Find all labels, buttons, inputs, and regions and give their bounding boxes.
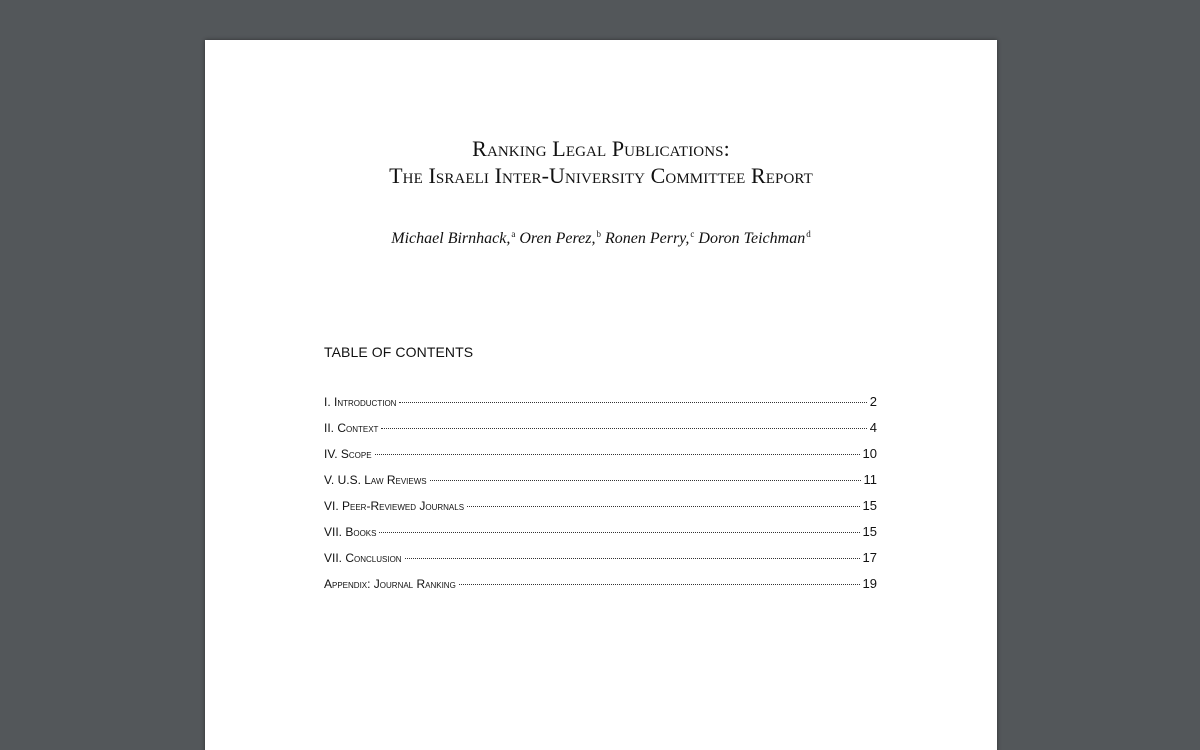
toc-entry-scope[interactable] <box>324 446 877 472</box>
toc-entry-label: VII. Conclusion <box>324 551 402 565</box>
toc-entry-label: VII. Books <box>324 525 377 539</box>
toc-leader-dots <box>399 402 866 403</box>
toc-entry-page: 2 <box>869 394 877 409</box>
toc-entry-context[interactable] <box>324 420 877 446</box>
toc-entry-peer-reviewed-journals[interactable] <box>324 498 877 524</box>
toc-entry-label: VI. Peer-Reviewed Journals <box>324 499 465 513</box>
toc-entry-page: 19 <box>862 576 877 591</box>
toc-leader-dots <box>467 506 860 507</box>
toc-leader-dots <box>405 558 860 559</box>
toc-entry-label: IV. Scope <box>324 447 372 461</box>
toc-leader-dots <box>375 454 860 455</box>
toc-entry-page: 10 <box>862 446 877 461</box>
author-footnote-mark[interactable]: d <box>806 229 811 239</box>
author-footnote-mark[interactable]: c <box>690 229 695 239</box>
table-of-contents <box>324 394 877 602</box>
author-name: Michael Birnhack, <box>391 230 511 247</box>
toc-leader-dots <box>459 584 860 585</box>
toc-heading: TABLE OF CONTENTS <box>324 344 474 360</box>
toc-entry-page: 11 <box>863 472 877 487</box>
author-name: Oren Perez, <box>519 230 596 247</box>
title-line-1: Ranking Legal Publications: <box>472 136 730 161</box>
author-name: Ronen Perry, <box>604 230 690 247</box>
title-line-2: The Israeli Inter-University Committee Report <box>389 163 813 188</box>
author-footnote-mark[interactable]: a <box>511 229 516 239</box>
toc-entry-label: II. Context <box>324 421 379 435</box>
toc-entry-label: Appendix: Journal Ranking <box>324 577 456 591</box>
author-line <box>205 229 997 248</box>
author-footnote-mark[interactable]: b <box>596 229 601 239</box>
toc-leader-dots <box>379 532 859 533</box>
toc-entry-page: 17 <box>862 550 877 565</box>
toc-entry-books[interactable] <box>324 524 877 550</box>
toc-entry-us-law-reviews[interactable] <box>324 472 877 498</box>
toc-entry-introduction[interactable] <box>324 394 877 420</box>
toc-entry-label: V. U.S. Law Reviews <box>324 473 427 487</box>
toc-entry-page: 4 <box>869 420 877 435</box>
toc-entry-page: 15 <box>862 498 877 513</box>
toc-leader-dots <box>430 480 861 481</box>
author-name: Doron Teichman <box>698 230 806 247</box>
toc-leader-dots <box>381 428 866 429</box>
toc-entry-conclusion[interactable] <box>324 550 877 576</box>
document-page <box>205 40 997 750</box>
toc-entry-appendix[interactable] <box>324 576 877 602</box>
toc-entry-page: 15 <box>862 524 877 539</box>
toc-entry-label: I. Introduction <box>324 395 397 409</box>
